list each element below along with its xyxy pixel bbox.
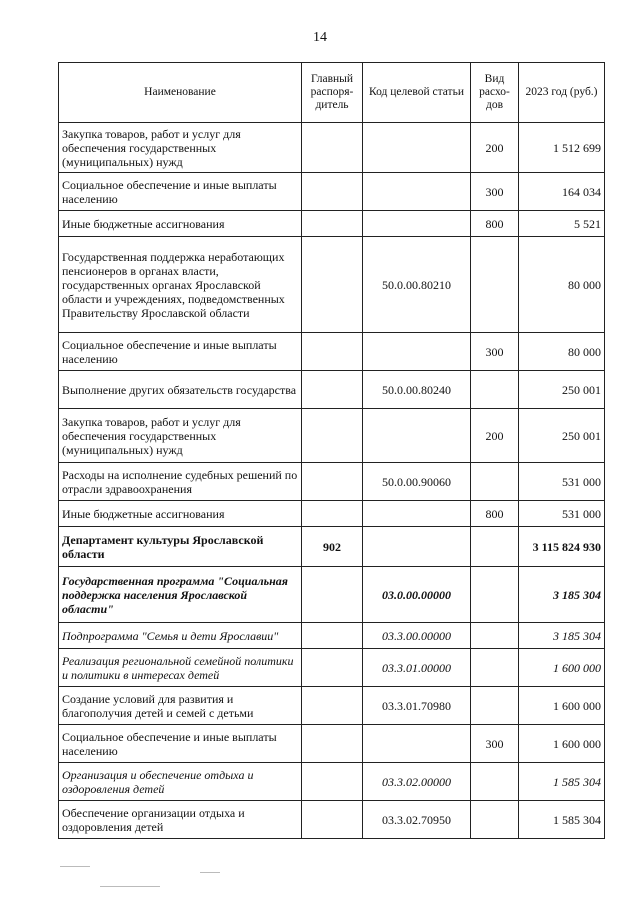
cell-name: Реализация региональной семейной политики и политики в интересах детей [59,649,302,687]
cell-target-code: 50.0.00.90060 [363,463,471,501]
cell-amount: 1 512 699 [519,123,605,173]
table-row [59,123,605,173]
cell-expense-type [471,623,519,649]
cell-main-manager [302,649,363,687]
cell-expense-type [471,237,519,333]
cell-target-code [363,501,471,527]
cell-expense-type [471,371,519,409]
cell-name: Иные бюджетные ассигнования [59,501,302,527]
cell-name: Социальное обеспечение и иные выплаты населению [59,333,302,371]
cell-expense-type [471,763,519,801]
cell-main-manager [302,623,363,649]
cell-main-manager [302,237,363,333]
cell-target-code: 03.3.01.00000 [363,649,471,687]
cell-expense-type [471,649,519,687]
cell-amount: 1 585 304 [519,801,605,839]
budget-table [58,62,605,839]
cell-main-manager [302,463,363,501]
cell-name: Иные бюджетные ассигнования [59,211,302,237]
table-row [59,501,605,527]
cell-main-manager [302,123,363,173]
cell-name: Социальное обеспечение и иные выплаты населению [59,725,302,763]
cell-name: Организация и обеспечение отдыха и оздоровления детей [59,763,302,801]
header-target-code: Код целевой статьи [363,63,471,123]
table-row [59,623,605,649]
cell-name: Обеспечение организации отдыха и оздоровления детей [59,801,302,839]
cell-target-code [363,123,471,173]
table-row [59,333,605,371]
cell-target-code [363,527,471,567]
cell-expense-type [471,567,519,623]
table-row [59,763,605,801]
cell-name: Департамент культуры Ярославской области [59,527,302,567]
cell-name: Закупка товаров, работ и услуг для обеспечения государственных (муниципальных) нужд [59,123,302,173]
table-row [59,801,605,839]
cell-main-manager [302,725,363,763]
header-expense-type: Вид расхо-дов [471,63,519,123]
cell-amount: 1 600 000 [519,649,605,687]
table-row [59,567,605,623]
cell-expense-type: 800 [471,211,519,237]
table-row [59,527,605,567]
table-row [59,173,605,211]
header-name: Наименование [59,63,302,123]
table-row [59,371,605,409]
cell-amount: 1 600 000 [519,725,605,763]
cell-target-code: 03.3.02.70950 [363,801,471,839]
page-number: 14 [313,30,327,45]
cell-expense-type: 200 [471,409,519,463]
cell-expense-type [471,687,519,725]
cell-expense-type [471,527,519,567]
cell-amount: 1 600 000 [519,687,605,725]
cell-target-code: 03.3.01.70980 [363,687,471,725]
cell-main-manager: 902 [302,527,363,567]
cell-amount: 531 000 [519,463,605,501]
cell-main-manager [302,687,363,725]
cell-name: Выполнение других обязательств государства [59,371,302,409]
cell-target-code: 50.0.00.80210 [363,237,471,333]
cell-main-manager [302,801,363,839]
cell-amount: 164 034 [519,173,605,211]
cell-amount: 250 001 [519,409,605,463]
cell-expense-type: 200 [471,123,519,173]
cell-amount: 1 585 304 [519,763,605,801]
cell-main-manager [302,763,363,801]
cell-name: Государственная программа "Социальная поддержка населения Ярославской области" [59,567,302,623]
cell-amount: 3 115 824 930 [519,527,605,567]
table-header-row [59,63,605,123]
cell-main-manager [302,173,363,211]
header-main-manager: Главный распоря-дитель [302,63,363,123]
cell-target-code [363,211,471,237]
cell-amount: 250 001 [519,371,605,409]
table-row [59,237,605,333]
cell-expense-type [471,463,519,501]
cell-target-code [363,725,471,763]
cell-name: Создание условий для развития и благополучия детей и семей с детьми [59,687,302,725]
scan-marks [60,862,260,892]
cell-target-code: 03.0.00.00000 [363,567,471,623]
cell-target-code: 50.0.00.80240 [363,371,471,409]
cell-name: Закупка товаров, работ и услуг для обеспечения государственных (муниципальных) нужд [59,409,302,463]
table-row [59,409,605,463]
cell-target-code [363,333,471,371]
cell-expense-type: 300 [471,725,519,763]
cell-name: Расходы на исполнение судебных решений по отрасли здравоохранения [59,463,302,501]
cell-main-manager [302,501,363,527]
header-amount: 2023 год (руб.) [519,63,605,123]
cell-amount: 5 521 [519,211,605,237]
cell-main-manager [302,333,363,371]
cell-name: Подпрограмма "Семья и дети Ярославии" [59,623,302,649]
cell-main-manager [302,371,363,409]
table-row [59,725,605,763]
cell-target-code: 03.3.00.00000 [363,623,471,649]
cell-expense-type: 800 [471,501,519,527]
cell-main-manager [302,211,363,237]
table-row [59,687,605,725]
cell-main-manager [302,409,363,463]
cell-amount: 80 000 [519,333,605,371]
table-row [59,463,605,501]
cell-expense-type: 300 [471,333,519,371]
cell-name: Социальное обеспечение и иные выплаты населению [59,173,302,211]
cell-target-code [363,173,471,211]
table-body [59,123,605,839]
table-row [59,649,605,687]
cell-expense-type [471,801,519,839]
cell-amount: 531 000 [519,501,605,527]
cell-amount: 3 185 304 [519,623,605,649]
table-row [59,211,605,237]
cell-target-code: 03.3.02.00000 [363,763,471,801]
cell-amount: 3 185 304 [519,567,605,623]
cell-expense-type: 300 [471,173,519,211]
cell-name: Государственная поддержка неработающих пенсионеров в органах власти, государственных органах Ярославской области и учреждениях, подведомственных Правительству Ярославской области [59,237,302,333]
cell-main-manager [302,567,363,623]
cell-amount: 80 000 [519,237,605,333]
cell-target-code [363,409,471,463]
